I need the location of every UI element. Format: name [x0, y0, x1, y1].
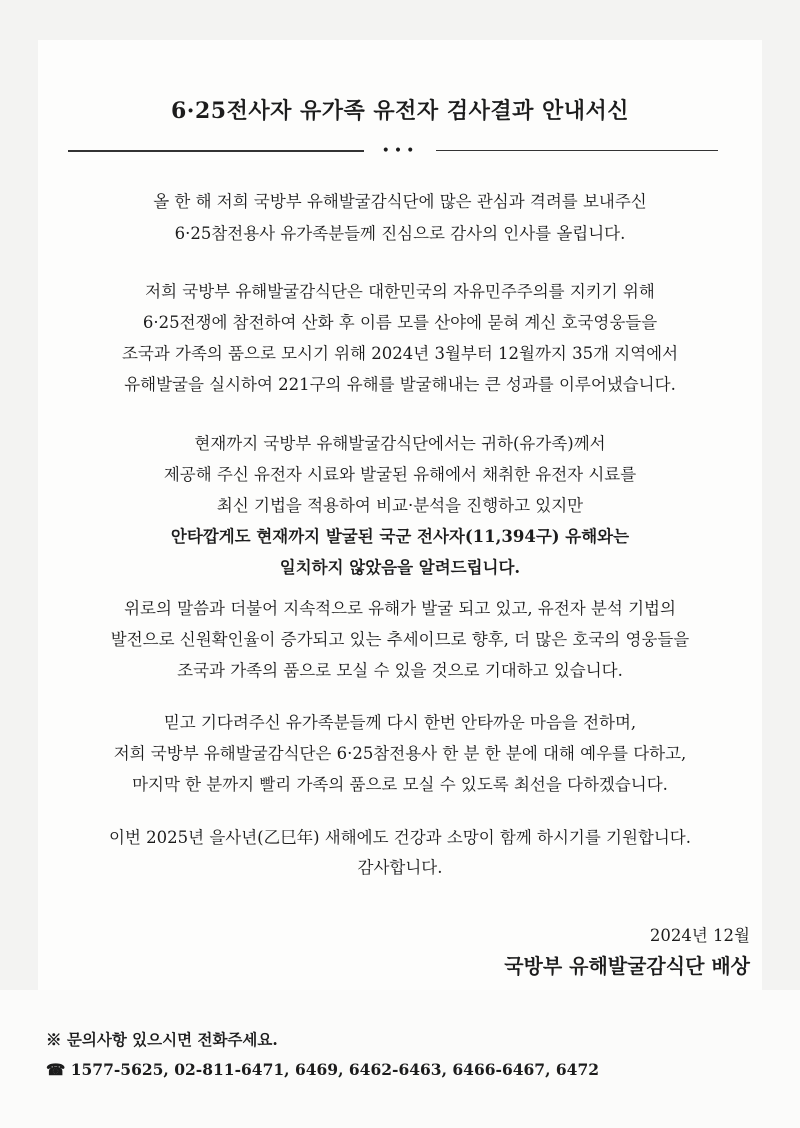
body-line: 믿고 기다려주신 유가족분들께 다시 한번 안타까운 마음을 전하며, — [163, 713, 637, 732]
phone-icon: ☎ — [46, 1060, 66, 1079]
inquiry-notice: ※ 문의사항 있으시면 전화주세요. — [46, 1030, 278, 1049]
body-line: 현재까지 국방부 유해발굴감식단에서는 귀하(유가족)께서 — [194, 434, 606, 453]
divider-dots: ••• — [381, 143, 419, 159]
body-line: 저희 국방부 유해발굴감식단은 대한민국의 자유민주주의를 지키기 위해 — [145, 282, 655, 301]
body-line-emphasis: 일치하지 않았음을 알려드립니다. — [279, 558, 521, 577]
body-line: 조국과 가족의 품으로 모실 수 있을 것으로 기대하고 있습니다. — [177, 661, 623, 680]
phone-numbers-row — [46, 1060, 599, 1079]
body-line: 올 한 해 저희 국방부 유해발굴감식단에 많은 관심과 격려를 보내주신 — [153, 192, 647, 211]
body-line: 마지막 한 분까지 빨리 가족의 품으로 모실 수 있도록 최선을 다하겠습니다. — [132, 775, 668, 794]
body-line: 유해발굴을 실시하여 221구의 유해를 발굴해내는 큰 성과를 이루어냈습니다. — [124, 375, 676, 394]
letter-title: 6·25전사자 유가족 유전자 검사결과 안내서신 — [170, 98, 629, 124]
letter-signature: 국방부 유해발굴감식단 배상 — [504, 954, 750, 978]
body-line: 위로의 말씀과 더불어 지속적으로 유해가 발굴 되고 있고, 유전자 분석 기법의 — [124, 599, 676, 618]
body-line: 최신 기법을 적용하여 비교·분석을 진행하고 있지만 — [216, 496, 584, 515]
letter-date: 2024년 12월 — [649, 926, 750, 945]
body-line: 감사합니다. — [357, 858, 443, 877]
body-line: 조국과 가족의 품으로 모시기 위해 2024년 3월부터 12월까지 35개 지역에서 — [121, 344, 679, 363]
body-line: 제공해 주신 유전자 시료와 발굴된 유해에서 채취한 유전자 시료를 — [163, 465, 637, 484]
body-line: 이번 2025년 을사년(乙巳年) 새해에도 건강과 소망이 함께 하시기를 기원합니다. — [109, 828, 691, 847]
body-line: 저희 국방부 유해발굴감식단은 6·25참전용사 한 분 한 분에 대해 예우를 다하고, — [113, 744, 687, 763]
body-line: 6·25전쟁에 참전하여 산화 후 이름 모를 산야에 묻혀 계신 호국영웅들을 — [142, 313, 658, 332]
body-line-emphasis: 안타깝게도 현재까지 발굴된 국군 전사자(11,394구) 유해와는 — [170, 527, 630, 546]
body-line: 6·25참전용사 유가족분들께 진심으로 감사의 인사를 올립니다. — [174, 224, 626, 243]
divider-left — [68, 150, 364, 152]
footer-area — [0, 990, 800, 1128]
phone-numbers: 1577-5625, 02-811-6471, 6469, 6462-6463, 6466-6467, 6472 — [70, 1060, 600, 1079]
divider-right — [436, 150, 718, 151]
body-line: 발전으로 신원확인율이 증가되고 있는 추세이므로 향후, 더 많은 호국의 영웅들을 — [110, 630, 690, 649]
